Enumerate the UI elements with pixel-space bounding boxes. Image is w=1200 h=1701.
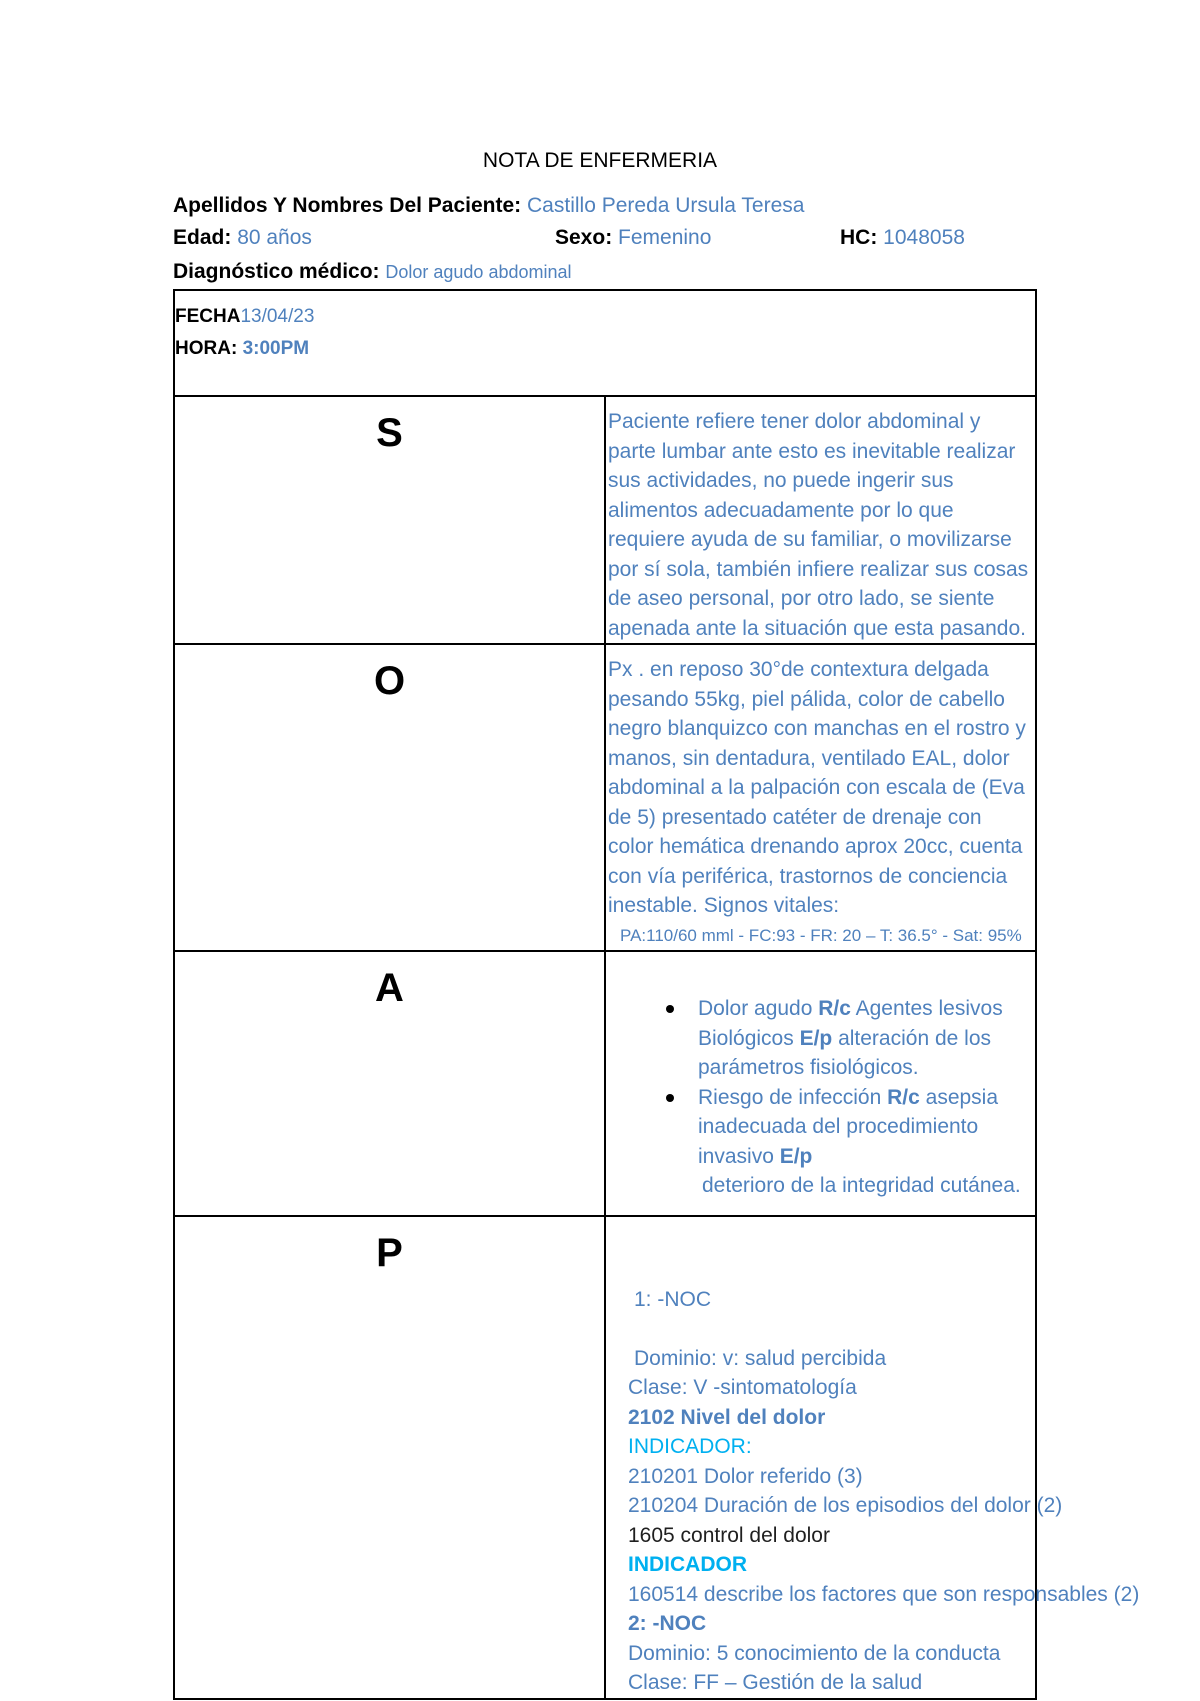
diagnosis-line (173, 259, 572, 285)
dx-ep: E/p (799, 1026, 833, 1050)
soap-row-p (174, 1216, 1036, 1699)
time-value: 3:00PM (242, 338, 310, 359)
dx-rc: R/c (887, 1085, 920, 1109)
document-title: NOTA DE ENFERMERIA (482, 149, 718, 172)
letter-cell-o (174, 644, 605, 951)
age-label: Edad: (173, 226, 232, 249)
date-line (175, 301, 1035, 333)
hc-field (840, 225, 965, 251)
objective-cell (605, 644, 1036, 951)
code-1605: 1605 control del dolor (628, 1523, 830, 1547)
time-line (175, 333, 1035, 365)
clase-2: Clase: FF – Gestión de la salud (628, 1671, 923, 1694)
soap-letter-s: S (376, 411, 403, 455)
sex-value: Femenino (618, 226, 712, 249)
age-value: 80 años (237, 226, 312, 249)
patient-name: Castillo Pereda Ursula Teresa (527, 194, 805, 217)
soap-letter-o: O (373, 659, 406, 703)
soap-letter-a: A (375, 966, 404, 1010)
noc-1: 1: -NOC (634, 1288, 712, 1311)
diagnosis-label: Diagnóstico médico: (173, 260, 380, 283)
sex-label: Sexo: (555, 226, 613, 249)
vital-signs: PA:110/60 mml - FC:93 - FR: 20 – T: 36.5° - Sat: 95% (620, 925, 1022, 945)
dx-text: asepsia inadecuada del procedimiento invasivo (698, 1085, 999, 1168)
dominio-2: Dominio: 5 conocimiento de la conducta (628, 1641, 1001, 1665)
date-label: FECHA (175, 306, 241, 327)
subjective-text: Paciente refiere tener dolor abdominal y parte lumbar ante esto es inevitable realizar sus actividades, no puede ingerir sus alimentos adecuadamente por lo que requiere ayuda de su familiar, o movilizarse por sí sola, también infiere realizar sus cosas de aseo personal, por otro lado, se siente apenada ante la situación que esta pasando. (605, 396, 1036, 644)
noc-2: 2: -NOC (628, 1612, 707, 1635)
assessment-cell (605, 951, 1036, 1216)
indicator-160514: 160514 describe los factores que son responsables (2) (628, 1582, 1140, 1606)
indicador-2: INDICADOR (628, 1553, 747, 1576)
sex-field (555, 225, 711, 251)
letter-cell-a (174, 951, 605, 1216)
dx-continuation: deterioro de la integridad cutánea. (702, 1174, 1021, 1197)
letter-cell-s (174, 396, 605, 644)
dx-rc: R/c (818, 997, 851, 1020)
hc-value: 1048058 (883, 226, 965, 249)
date-value: 13/04/23 (240, 306, 315, 327)
age-field (173, 225, 312, 251)
hc-label: HC: (840, 226, 878, 249)
patient-name-line (173, 193, 804, 219)
list-item (698, 994, 1035, 1083)
spacer (628, 1315, 1029, 1344)
soap-row-a (174, 951, 1036, 1216)
diagnosis-list (606, 994, 1035, 1201)
time-label: HORA: (175, 338, 238, 359)
indicador-1: INDICADOR: (628, 1435, 752, 1458)
dx-text: Agentes lesivos Biológicos (698, 997, 1003, 1050)
indicator-210204: 210204 Duración de los episodios del dolor (2) (628, 1494, 1063, 1517)
plan-cell (605, 1216, 1140, 1699)
indicator-210201: 210201 Dolor referido (3) (628, 1464, 863, 1488)
soap-row-o (174, 644, 1036, 951)
soap-row-s (174, 396, 1036, 644)
dx-ep: E/p (779, 1144, 813, 1168)
dx-text: Dolor agudo (698, 997, 819, 1020)
date-time-cell (174, 290, 1036, 396)
clase-1: Clase: V -sintomatología (628, 1376, 857, 1399)
diagnosis-value: Dolor agudo abdominal (385, 262, 572, 282)
dx-text: Riesgo de infección (698, 1085, 888, 1109)
letter-cell-p (174, 1216, 605, 1699)
soap-table (173, 289, 1140, 1700)
code-2102: 2102 Nivel del dolor (628, 1405, 826, 1429)
soap-letter-p: P (376, 1231, 403, 1275)
patient-name-label: Apellidos Y Nombres Del Paciente: (173, 194, 522, 217)
dominio-1: Dominio: v: salud percibida (634, 1346, 887, 1370)
list-item (698, 1083, 1035, 1201)
dx-text: alteración de los parámetros fisiológicos. (698, 1026, 991, 1079)
objective-text: Px . en reposo 30°de contextura delgada pesando 55kg, piel pálida, color de cabello negro blanquizco con manchas en el rostro y manos, sin dentadura, ventilado EAL, dolor abdominal a la palpación con escala de (Eva de 5) presentado catéter de drenaje con color hemática drenando aprox 20cc, cuenta con vía periférica, trastornos de conciencia inestable. Signos vitales: (608, 658, 1026, 917)
